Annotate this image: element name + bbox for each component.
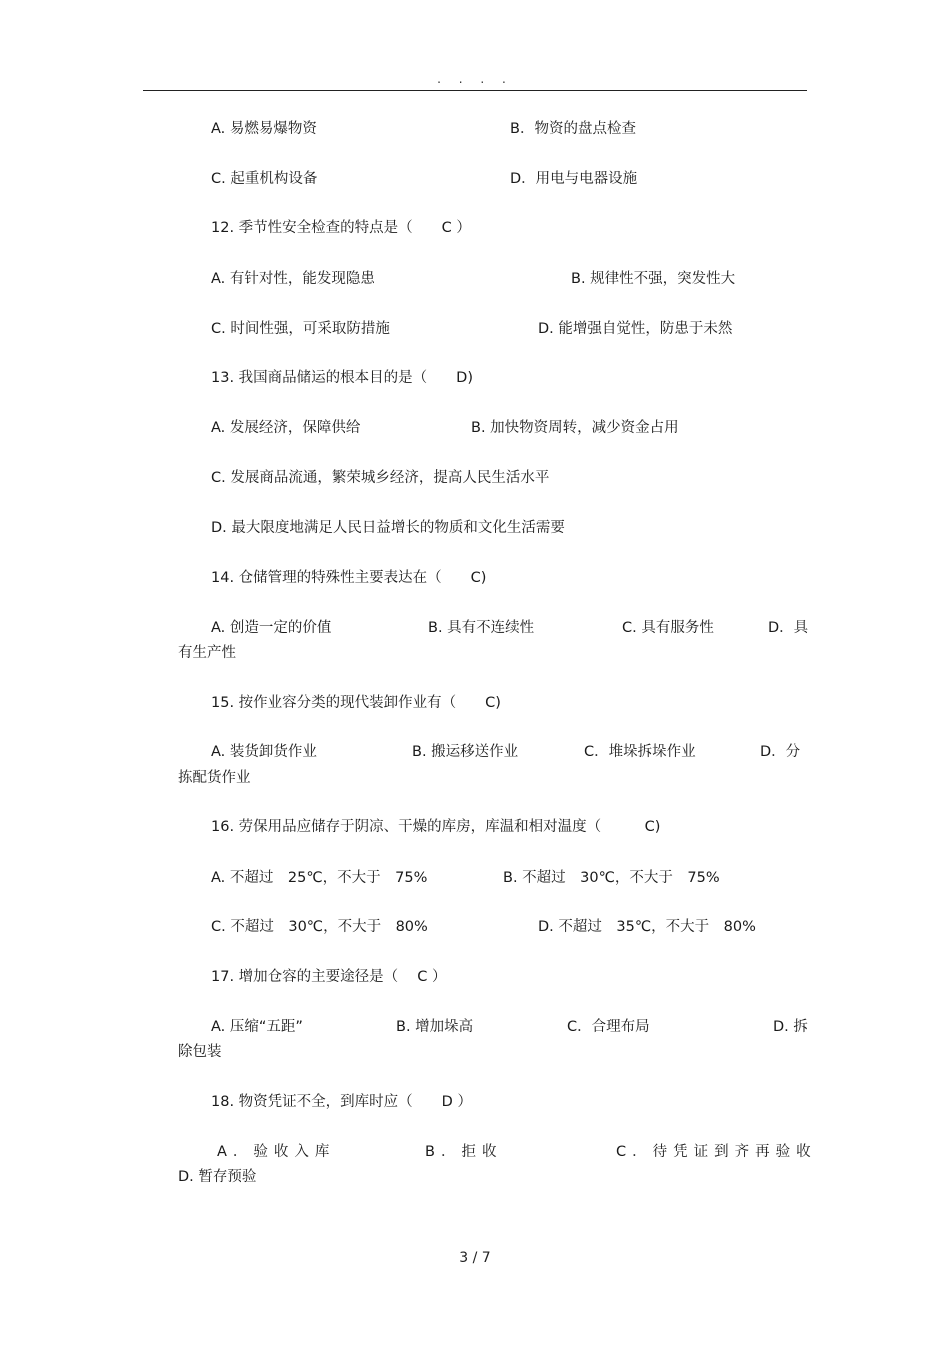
question-18: 18. 物资凭证不全，到库时应（ D ）	[211, 1094, 472, 1110]
q12-option-b: B. 规律性不强，突发性大	[571, 271, 736, 287]
question-14: 14. 仓储管理的特殊性主要表达在（ C)	[211, 570, 487, 586]
option-b-inventory-check: B．物资的盘点检查	[510, 121, 636, 137]
q15-option-d-continued: 拣配货作业	[178, 770, 251, 786]
q14-option-b: B. 具有不连续性	[428, 620, 535, 636]
option-c-lifting-equipment: C. 起重机构设备	[211, 171, 318, 187]
q13-option-d: D. 最大限度地满足人民日益增长的物质和文化生活需要	[211, 520, 565, 536]
question-17: 17. 增加仓容的主要途径是（ C ）	[211, 969, 447, 985]
q18-option-c: C．待凭证到齐再验收	[616, 1144, 817, 1160]
q13-option-c: C. 发展商品流通，繁荣城乡经济，提高人民生活水平	[211, 470, 550, 486]
q15-option-d: D．分	[760, 744, 801, 760]
q16-option-d: D. 不超过 35℃，不大于 80%	[538, 919, 756, 935]
q17-option-a: A. 压缩“五距”	[211, 1019, 303, 1035]
q13-option-a: A. 发展经济，保障供给	[211, 420, 361, 436]
q16-option-c: C. 不超过 30℃，不大于 80%	[211, 919, 428, 935]
q16-option-b: B. 不超过 30℃，不大于 75%	[503, 870, 720, 886]
option-a-flammables: A. 易燃易爆物资	[211, 121, 317, 137]
q14-option-d: D．具	[768, 620, 809, 636]
q15-option-b: B. 搬运移送作业	[412, 744, 519, 760]
question-12: 12. 季节性安全检查的特点是（ C ）	[211, 220, 471, 236]
q14-option-a: A. 创造一定的价值	[211, 620, 332, 636]
q12-option-c: C. 时间性强，可采取防措施	[211, 321, 390, 337]
q13-option-b: B. 加快物资周转，减少资金占用	[471, 420, 679, 436]
header-dots: . . . .	[437, 72, 513, 86]
q17-option-d-continued: 除包装	[178, 1044, 222, 1060]
q18-option-b: B．拒收	[425, 1144, 503, 1160]
question-15: 15. 按作业容分类的现代装卸作业有（ C)	[211, 695, 501, 711]
q18-option-a: A．验收入库	[217, 1144, 336, 1160]
option-d-electrical: D．用电与电器设施	[510, 171, 638, 187]
q17-option-d: D. 拆	[773, 1019, 808, 1035]
q12-option-d: D. 能增强自觉性，防患于未然	[538, 321, 733, 337]
q17-option-c: C．合理布局	[567, 1019, 650, 1035]
q18-option-d: D. 暂存预验	[178, 1169, 257, 1185]
question-16: 16. 劳保用品应储存于阴凉、干燥的库房，库温和相对温度（ C)	[211, 819, 661, 835]
header-rule	[143, 90, 807, 91]
q14-option-c: C. 具有服务性	[622, 620, 714, 636]
q15-option-c: C．堆垛拆垛作业	[584, 744, 696, 760]
q17-option-b: B. 增加垛高	[396, 1019, 474, 1035]
q16-option-a: A. 不超过 25℃，不大于 75%	[211, 870, 428, 886]
question-13: 13. 我国商品储运的根本目的是（ D)	[211, 370, 473, 386]
q15-option-a: A. 装货卸货作业	[211, 744, 317, 760]
q12-option-a: A. 有针对性，能发现隐患	[211, 271, 375, 287]
q14-option-d-continued: 有生产性	[178, 645, 236, 661]
page-number: 3 / 7	[459, 1250, 491, 1266]
